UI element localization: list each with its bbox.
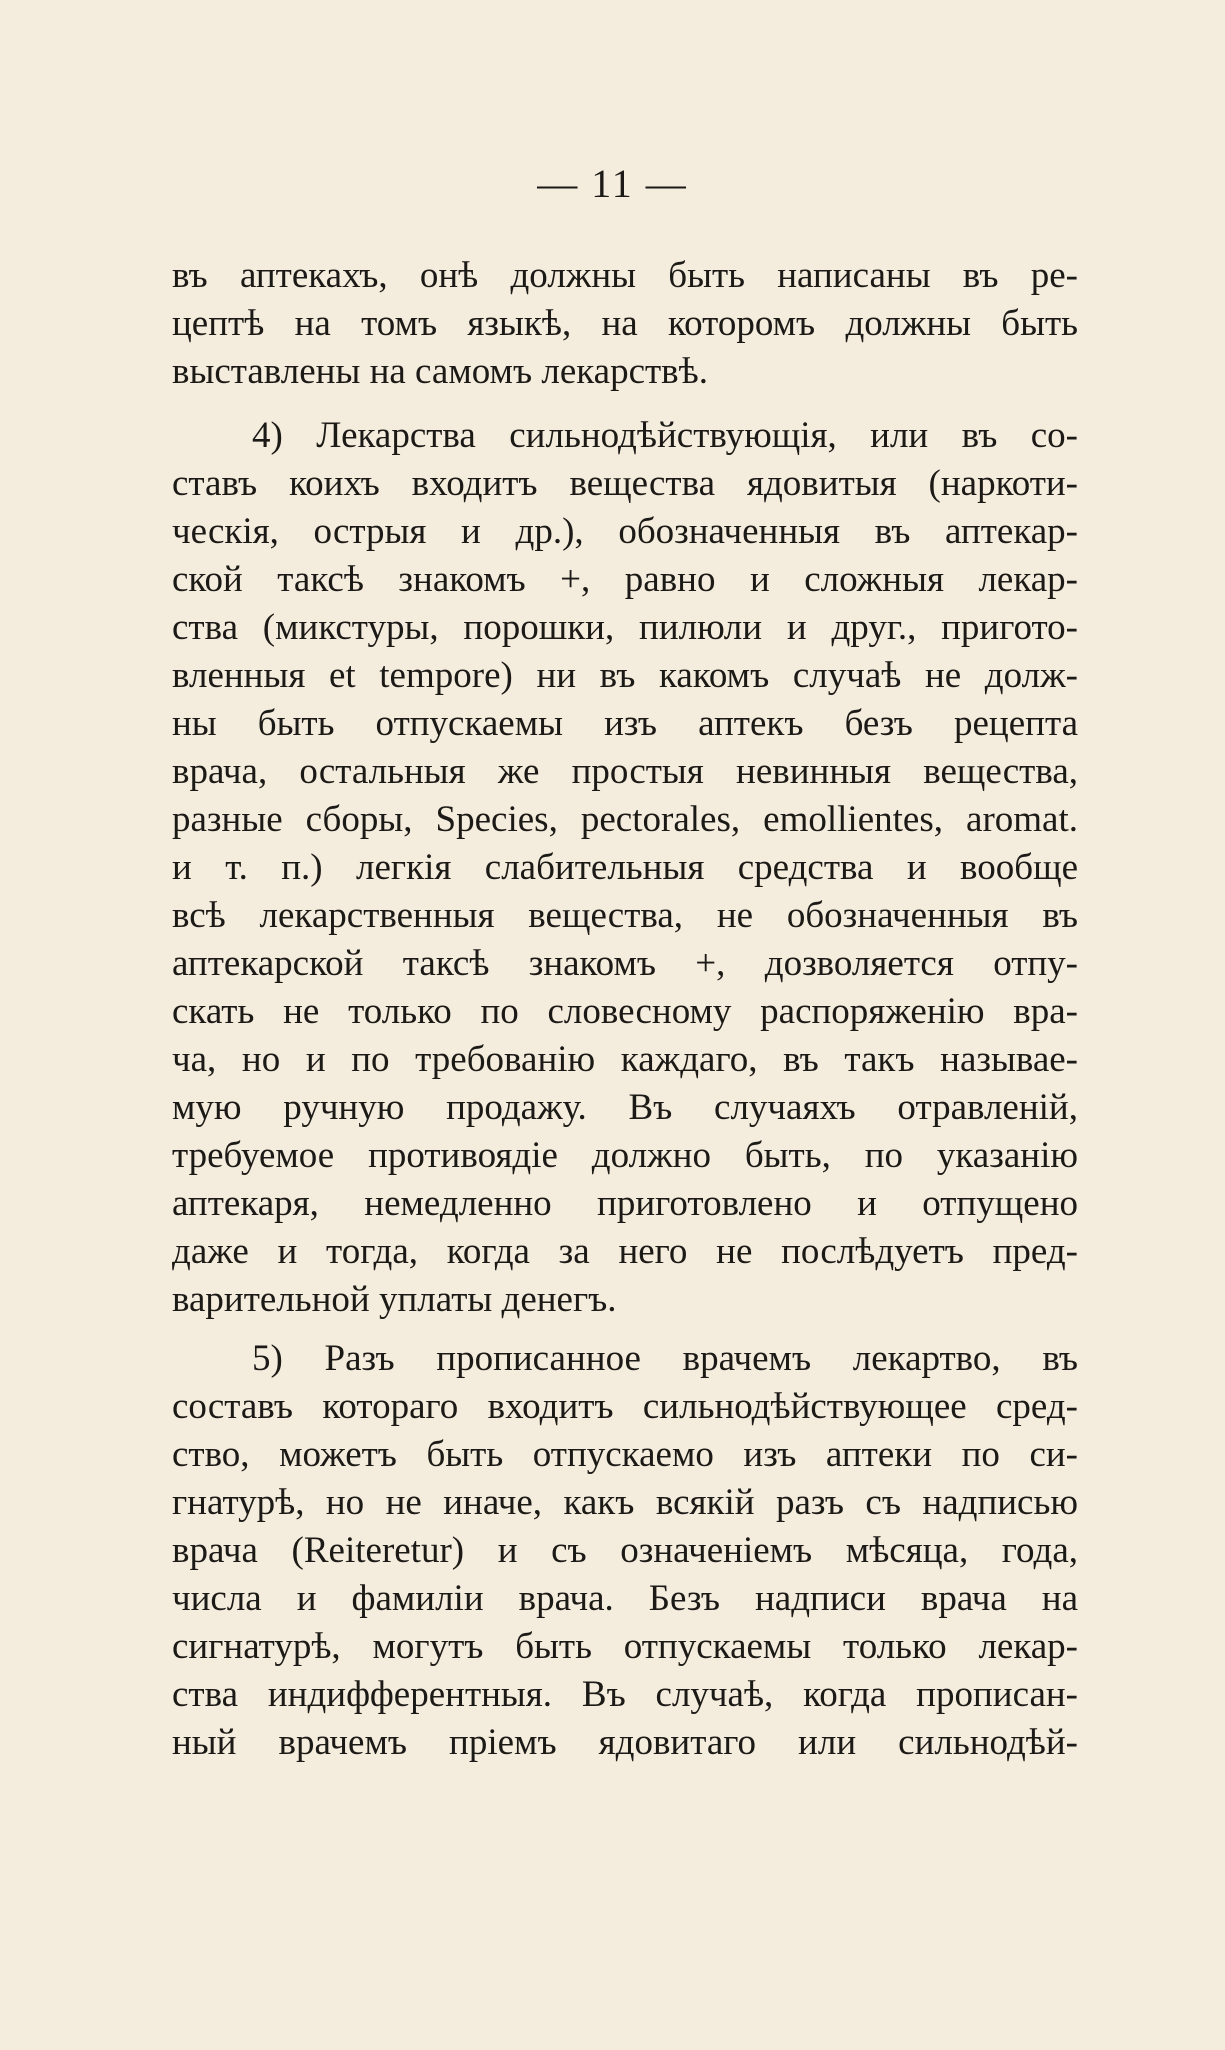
text-line: ча, но и по требованію каждаго, въ такъ называе-	[172, 1039, 1078, 1080]
text-line: составъ котораго входитъ сильнодѣйствующее сред-	[172, 1386, 1078, 1427]
text-line: ставъ коихъ входитъ вещества ядовитыя (наркоти-	[172, 463, 1078, 504]
text-line: ство, можетъ быть отпускаемо изъ аптеки по си-	[172, 1434, 1078, 1475]
text-line: аптекарской таксѣ знакомъ +, дозволяется отпу-	[172, 943, 1078, 984]
paragraph-1	[172, 252, 1078, 396]
text-line: варительной уплаты денегъ.	[172, 1279, 617, 1320]
text-line: даже и тогда, когда за него не послѣдуетъ пред-	[172, 1231, 1078, 1272]
text-line: ный врачемъ пріемъ ядовитаго или сильнодѣй-	[172, 1722, 1078, 1763]
text-line: числа и фамиліи врача. Безъ надписи врача на	[172, 1578, 1078, 1619]
text-line: ской таксѣ знакомъ +, равно и сложныя лекар-	[172, 559, 1078, 600]
text-line: ны быть отпускаемы изъ аптекъ безъ рецепта	[172, 703, 1078, 744]
text-line: ства индифферентныя. Въ случаѣ, когда прописан-	[172, 1674, 1078, 1715]
text-line: въ аптекахъ, онѣ должны быть написаны въ ре-	[172, 255, 1078, 296]
paragraph-item-5	[172, 1335, 1078, 1767]
text-line: сигнатурѣ, могутъ быть отпускаемы только лекар-	[172, 1626, 1078, 1667]
paragraph-item-4	[172, 412, 1078, 1324]
text-line: 4) Лекарства сильнодѣйствующія, или въ со-	[252, 415, 1078, 456]
text-line: ческія, острыя и др.), обозначенныя въ аптекар-	[172, 511, 1078, 552]
text-line: выставлены на самомъ лекарствѣ.	[172, 351, 708, 392]
text-line: ства (микстуры, порошки, пилюли и друг., пригото-	[172, 607, 1078, 648]
text-line: врача (Reiteretur) и съ означеніемъ мѣсяца, года,	[172, 1530, 1078, 1571]
text-line: гнатурѣ, но не иначе, какъ всякій разъ съ надписью	[172, 1482, 1078, 1523]
text-line: мую ручную продажу. Въ случаяхъ отравленій,	[172, 1087, 1078, 1128]
text-line: скать не только по словесному распоряженію вра-	[172, 991, 1078, 1032]
text-line: вленныя et tempore) ни въ какомъ случаѣ не долж-	[172, 655, 1078, 696]
text-line: и т. п.) легкія слабительныя средства и вообще	[172, 847, 1078, 888]
text-line: разные сборы, Species, pectorales, emollientes, aromat.	[172, 799, 1078, 840]
text-line: требуемое противоядіе должно быть, по указанію	[172, 1135, 1078, 1176]
text-line: всѣ лекарственныя вещества, не обозначенныя въ	[172, 895, 1078, 936]
page-number: — 11 —	[537, 161, 688, 206]
text-line: врача, остальныя же простыя невинныя вещества,	[172, 751, 1078, 792]
text-line: 5) Разъ прописанное врачемъ лекартво, въ	[252, 1338, 1078, 1379]
text-line: аптекаря, немедленно приготовлено и отпущено	[172, 1183, 1078, 1224]
text-line: цептѣ на томъ языкѣ, на которомъ должны быть	[172, 303, 1078, 344]
